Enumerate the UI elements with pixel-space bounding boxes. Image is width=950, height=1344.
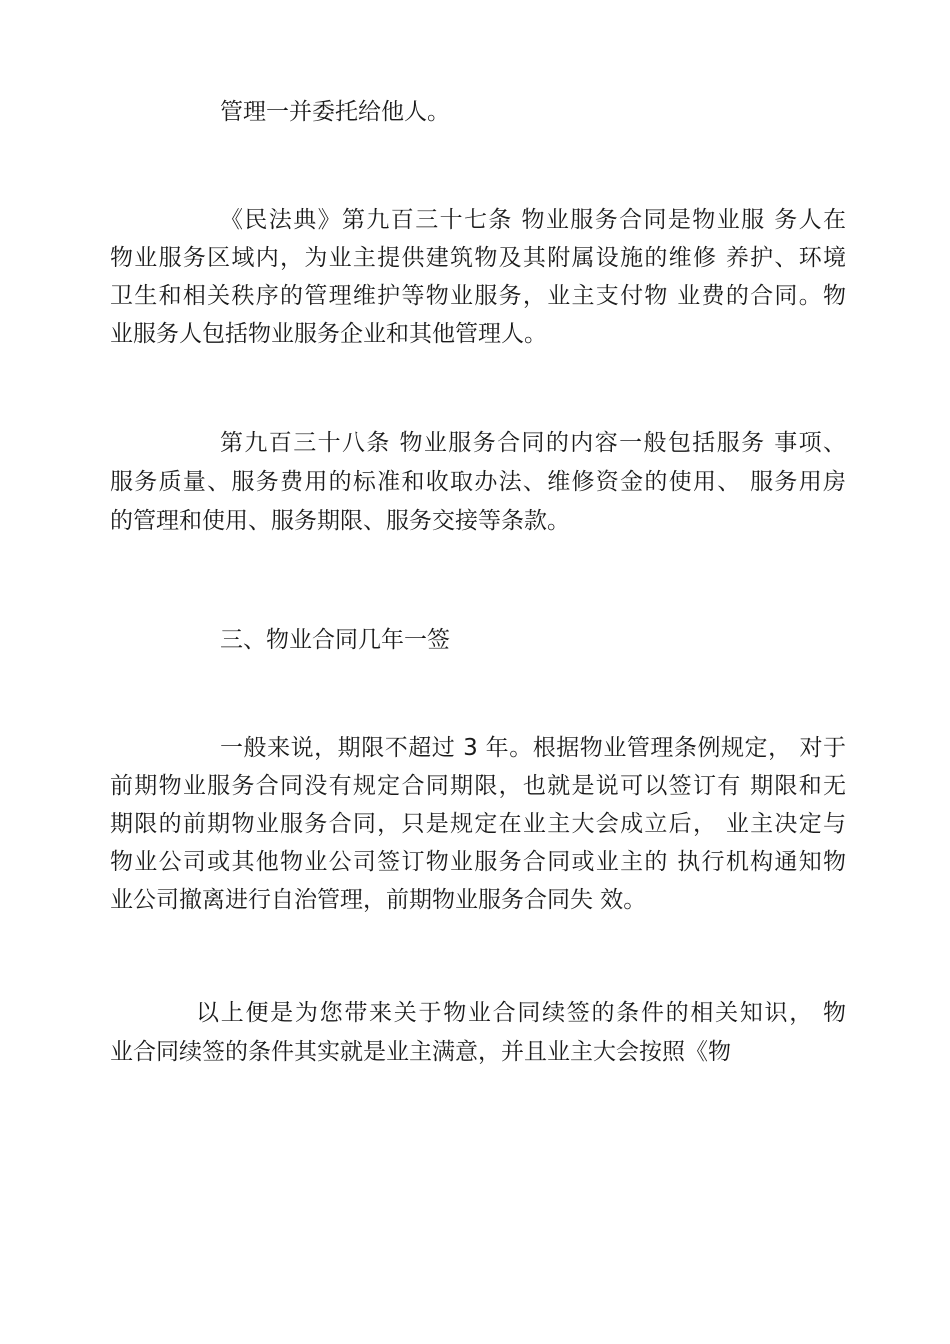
paragraph-5-line-4: 物业公司或其他物业公司签订物业服务合同或业主的 执行机构通知物 (110, 849, 846, 875)
paragraph-2-line-3: 卫生和相关秩序的管理维护等物业服务，业主支付物 业费的合同。物 (110, 283, 846, 309)
paragraph-3-line-1: 第九百三十八条 物业服务合同的内容一般包括服务 事项、 (220, 430, 846, 456)
paragraph-3-line-2: 服务质量、服务费用的标准和收取办法、维修资金的使用、 服务用房 (110, 469, 846, 495)
section-heading: 三、物业合同几年一签 (220, 627, 450, 653)
paragraph-5-line-5: 业公司撤离进行自治管理，前期物业服务合同失 效。 (110, 887, 647, 913)
paragraph-1-line-1: 管理一并委托给他人。 (220, 99, 450, 125)
paragraph-5-line-3: 期限的前期物业服务合同，只是规定在业主大会成立后， 业主决定与 (110, 811, 846, 837)
paragraph-2-line-4: 业服务人包括物业服务企业和其他管理人。 (110, 321, 547, 347)
paragraph-5-line-1: 一般来说，期限不超过 3 年。根据物业管理条例规定， 对于 (220, 735, 846, 761)
paragraph-6-line-1: 以上便是为您带来关于物业合同续签的条件的相关知识， 物 (196, 1000, 846, 1026)
paragraph-2-line-1: 《民法典》第九百三十七条 物业服务合同是物业服 务人在 (220, 207, 846, 233)
paragraph-3-line-3: 的管理和使用、服务期限、服务交接等条款。 (110, 508, 570, 534)
paragraph-6-line-2: 业合同续签的条件其实就是业主满意，并且业主大会按照《物 (110, 1039, 731, 1065)
paragraph-5-line-2: 前期物业服务合同没有规定合同期限，也就是说可以签订有 期限和无 (110, 773, 846, 799)
paragraph-2-line-2: 物业服务区域内，为业主提供建筑物及其附属设施的维修 养护、环境 (110, 245, 846, 271)
